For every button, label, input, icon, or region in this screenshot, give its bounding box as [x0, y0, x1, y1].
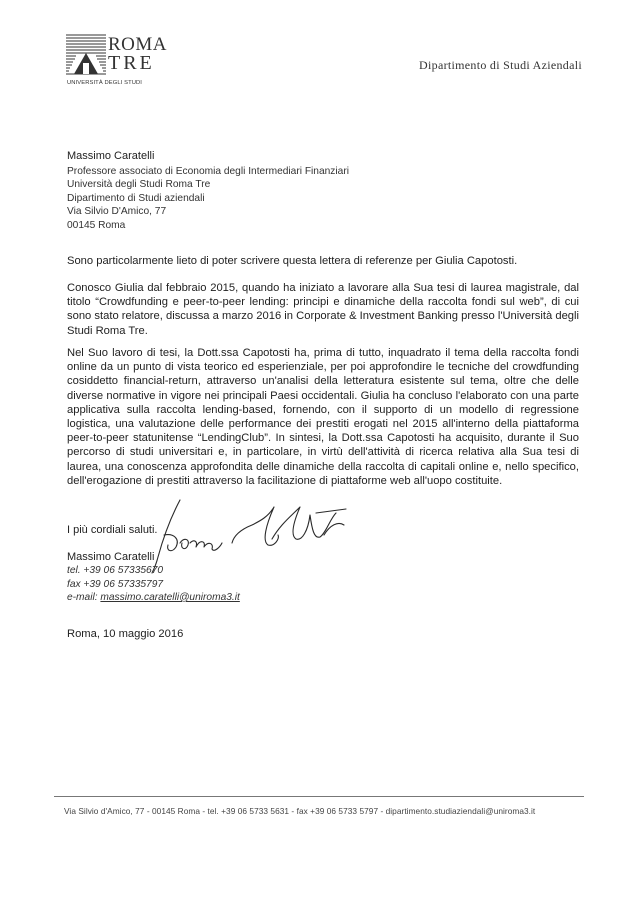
- logo-text-tre: TRE: [108, 52, 155, 74]
- sender-university: Università degli Studi Roma Tre: [67, 179, 211, 190]
- footer-contact: Via Silvio d'Amico, 77 - 00145 Roma - tel. +39 06 5733 5631 - fax +39 06 5733 5797 - dipartimento.studiaziendali@uniroma3.it: [64, 806, 536, 816]
- letter-paragraph-2: Nel Suo lavoro di tesi, la Dott.ssa Capotosti ha, prima di tutto, inquadrato il tema della raccolta fondi online da un punto di vista teorico ed esperienziale, per poi approfondire le tecniche del crowdfunding cosiddetto financial-return, attraverso un'analisi della letteratura esistente sul tema, oltre che delle diverse normative in vigore nei principali Paesi occidentali. Giulia ha concluso l'elaborato con una parte applicativa sulla raccolta lending-based, fornendo, con il supporto di un modello di regressione logistica, una valutazione delle performance dei prestiti erogati nel 2015 all'interno della piattaforma peer-to-peer statunitense “LendingClub”. In sintesi, la Dott.ssa Capotosti ha acquisito, durante il Suo percorso di studi universitari e, in particolare, in virtù dell'attività di ricerca relativa alla Sua tesi di laurea, una conoscenza approfondita delle dinamiche della raccolta di capitali online e, nello specifico, dell'erogazione di prestiti attraverso la facilitazione di piattaforme web all'uopo costituite.: [67, 347, 579, 487]
- letter-intro: Sono particolarmente lieto di poter scrivere questa lettera di referenze per Giulia Capotosti.: [67, 255, 518, 267]
- logo-text-roma: ROMA: [108, 34, 168, 55]
- signature-block: [67, 551, 240, 604]
- sender-address-block: [67, 150, 349, 232]
- roma-tre-emblem-icon: [66, 33, 110, 79]
- sender-street: Via Silvio D'Amico, 77: [67, 206, 167, 217]
- letter-paragraph-1: Conosco Giulia dal febbraio 2015, quando ha iniziato a lavorare alla Sua tesi di laurea magistrale, dal titolo “Crowdfunding e peer-to-peer lending: principi e dinamiche della raccolta fondi sul web”, di cui sono stato relatore, discussa a marzo 2016 in Corporate & Investment Banking presso l'Università degli Studi Roma Tre.: [67, 282, 579, 337]
- fax-number: fax +39 06 57335797: [67, 578, 164, 590]
- footer-divider: [54, 796, 584, 797]
- closing-salutation: I più cordiali saluti.: [67, 524, 158, 536]
- sender-city: 00145 Roma: [67, 219, 126, 231]
- signatory-name: Massimo Caratelli: [67, 551, 155, 563]
- sender-title: Professore associato di Economia degli Intermediari Finanziari: [67, 165, 349, 177]
- sender-department: Dipartimento di Studi aziendali: [67, 192, 205, 204]
- email-link[interactable]: massimo.caratelli@uniroma3.it: [100, 591, 240, 603]
- email-label: e-mail:: [67, 591, 101, 603]
- place-and-date: Roma, 10 maggio 2016: [67, 628, 184, 640]
- email-line: [67, 591, 240, 604]
- logo-text-university: UNIVERSITÀ DEGLI STUDI: [67, 80, 142, 86]
- phone-number: tel. +39 06 57335670: [67, 565, 164, 577]
- department-name: Dipartimento di Studi Aziendali: [419, 58, 582, 72]
- university-logo: [66, 33, 166, 95]
- sender-name: Massimo Caratelli: [67, 150, 155, 162]
